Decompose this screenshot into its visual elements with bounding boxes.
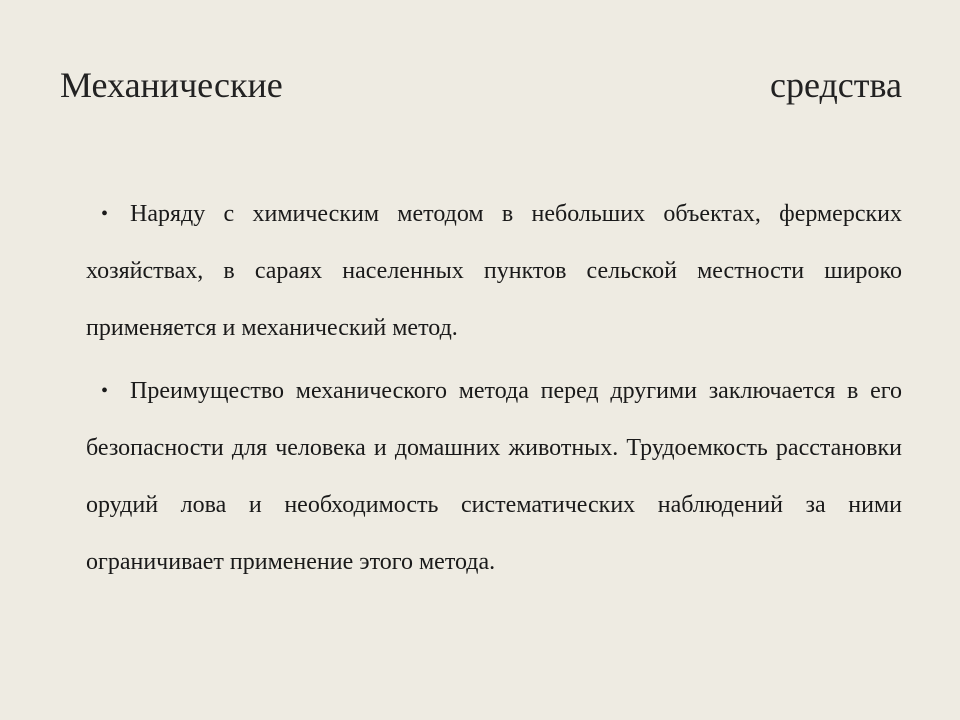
title-word-left: Механические — [60, 65, 283, 105]
slide-title — [60, 62, 902, 108]
bullet-marker: • — [101, 203, 109, 225]
bullet-text: Наряду с химическим методом в небольших объектах, фермерских хозяйствах, в сараях населенных пунктов сельской местности широко применяется и механический метод. — [86, 201, 902, 341]
bullet-item — [86, 363, 902, 591]
bullet-marker: • — [101, 380, 109, 402]
title-word-right: средства — [769, 65, 902, 105]
bullet-item — [86, 186, 902, 357]
bullet-list — [86, 186, 902, 591]
bullet-text: Преимущество механического метода перед другими заключается в его безопасности для человека и домашних животных. Трудоемкость расстановки орудий лова и необходимость систематических наблюдений за ними ограничивает применение этого метода. — [86, 378, 902, 575]
